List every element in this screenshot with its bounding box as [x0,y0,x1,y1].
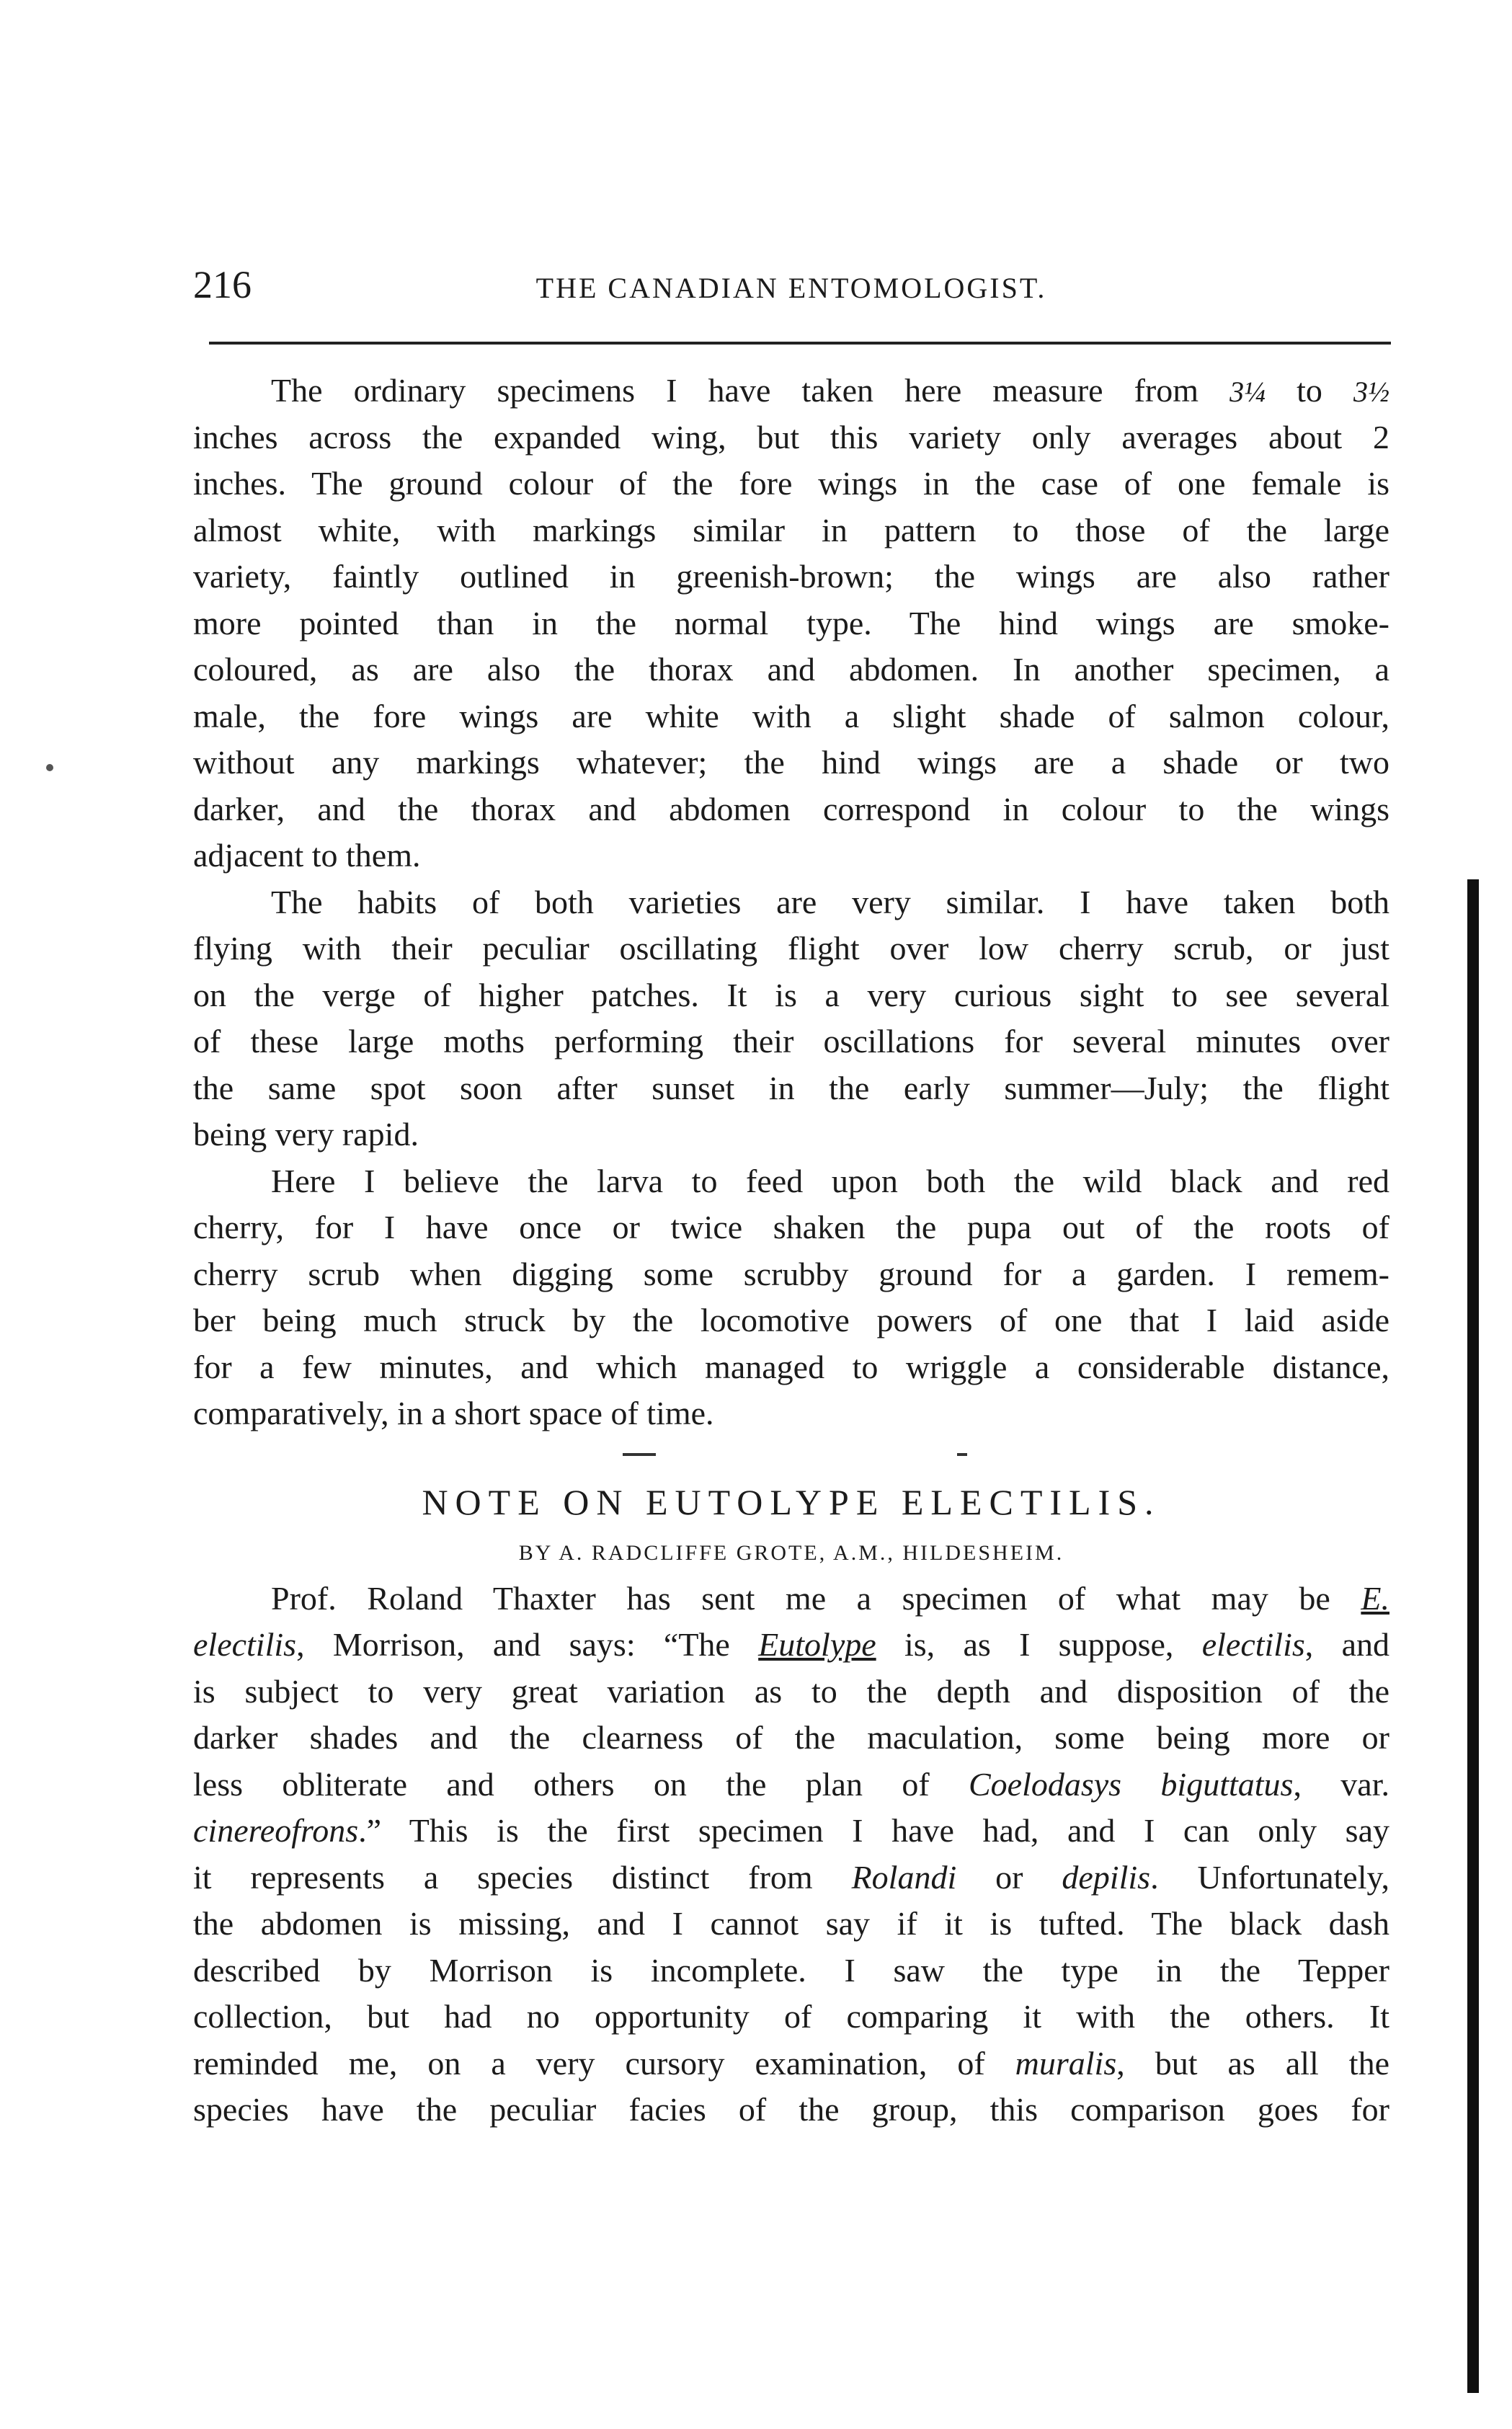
running-head: THE CANADIAN ENTOMOLOGIST. [535,272,1047,304]
scan-speck [46,764,53,771]
paragraph-2-line: being very rapid. [193,1116,419,1153]
paragraph-2-line: of these large moths performing their oscillations for several minutes over [193,1023,1389,1060]
paragraph-4-line: is subject to very great variation as to the depth and disposition of the [193,1672,1389,1710]
paragraph-1-line: without any markings whatever; the hind wings are a shade or two [193,744,1389,781]
paragraph-1-line: almost white, with markings similar in pattern to those of the large [193,511,1389,549]
paragraph-4-line: Prof. Roland Thaxter has sent me a specimen of what may be E. [271,1579,1389,1617]
paragraph-4-line: described by Morrison is incomplete. I saw the type in the Tepper [193,1951,1389,1989]
body-text [193,368,1389,2133]
paragraph-3-line: cherry scrub when digging some scrubby ground for a garden. I remem- [193,1255,1389,1292]
paragraph-3-line: cherry, for I have once or twice shaken the pupa out of the roots of [193,1209,1389,1245]
paragraph-1-line: adjacent to them. [193,837,421,874]
paragraph-3-line: ber being much struck by the locomotive powers of one that I laid aside [193,1302,1389,1338]
paragraph-2-line: the same spot soon after sunset in the early summer—July; the flight [193,1069,1389,1106]
paragraph-1-line: darker, and the thorax and abdomen correspond in colour to the wings [193,790,1389,827]
paragraph-4-line: the abdomen is missing, and I cannot say if it is tufted. The black dash [193,1905,1389,1942]
paragraph-3-line: Here I believe the larva to feed upon both the wild black and red [271,1162,1389,1199]
article-title: NOTE ON EUTOLYPE ELECTILIS. [422,1481,1161,1522]
paragraph-1-line: inches. The ground colour of the fore wings in the case of one female is [193,465,1389,502]
paragraph-3-line: comparatively, in a short space of time. [193,1395,714,1431]
paragraph-4-line: less obliterate and others on the plan of Coelodasys biguttatus, var. [193,1765,1389,1803]
paragraph-4-line: it represents a species distinct from Rolandi or depilis. Unfortunately, [193,1858,1390,1896]
paragraph-4-line: cinereofrons.” This is the first specimen I have had, and I can only say [193,1812,1389,1849]
paragraph-1-line: male, the fore wings are white with a slight shade of salmon colour, [193,697,1389,734]
title-ornament [193,1437,1389,1473]
paragraph-4-line: collection, but had no opportunity of comparing it with the others. It [193,1998,1389,2035]
paragraph-3-line: for a few minutes, and which managed to wriggle a considerable distance, [193,1348,1389,1385]
header-rule [209,342,1391,345]
paragraph-1-line: more pointed than in the normal type. The hind wings are smoke- [193,604,1389,641]
paragraph-2-line: The habits of both varieties are very similar. I have taken both [271,883,1389,920]
paragraph-4-line: reminded me, on a very cursory examination, of muralis, but as all the [193,2044,1389,2082]
paragraph-2-line: flying with their peculiar oscillating flight over low cherry scrub, or just [193,930,1389,967]
paragraph-4-line: electilis, Morrison, and says: “The Eutolype is, as I suppose, electilis, and [193,1626,1390,1663]
paragraph-2-line: on the verge of higher patches. It is a very curious sight to see several [193,976,1389,1013]
binding-shadow-bar [1467,879,1479,2393]
paragraph-1-line: The ordinary specimens I have taken here measure from 3¼ to 3½ [271,372,1389,409]
article-byline: BY A. RADCLIFFE GROTE, A.M., HILDESHEIM. [518,1540,1064,1565]
page-number: 216 [193,263,252,306]
paragraph-4-line: species have the peculiar facies of the group, this comparison goes for [193,2091,1389,2128]
page-header [193,259,1389,317]
paragraph-4-line: darker shades and the clearness of the maculation, some being more or [193,1719,1389,1756]
paragraph-1-line: variety, faintly outlined in greenish-brown; the wings are also rather [193,558,1389,595]
paragraph-1-line: inches across the expanded wing, but this variety only averages about 2 [193,418,1389,456]
paragraph-1-line: coloured, as are also the thorax and abdomen. In another specimen, a [193,651,1389,688]
